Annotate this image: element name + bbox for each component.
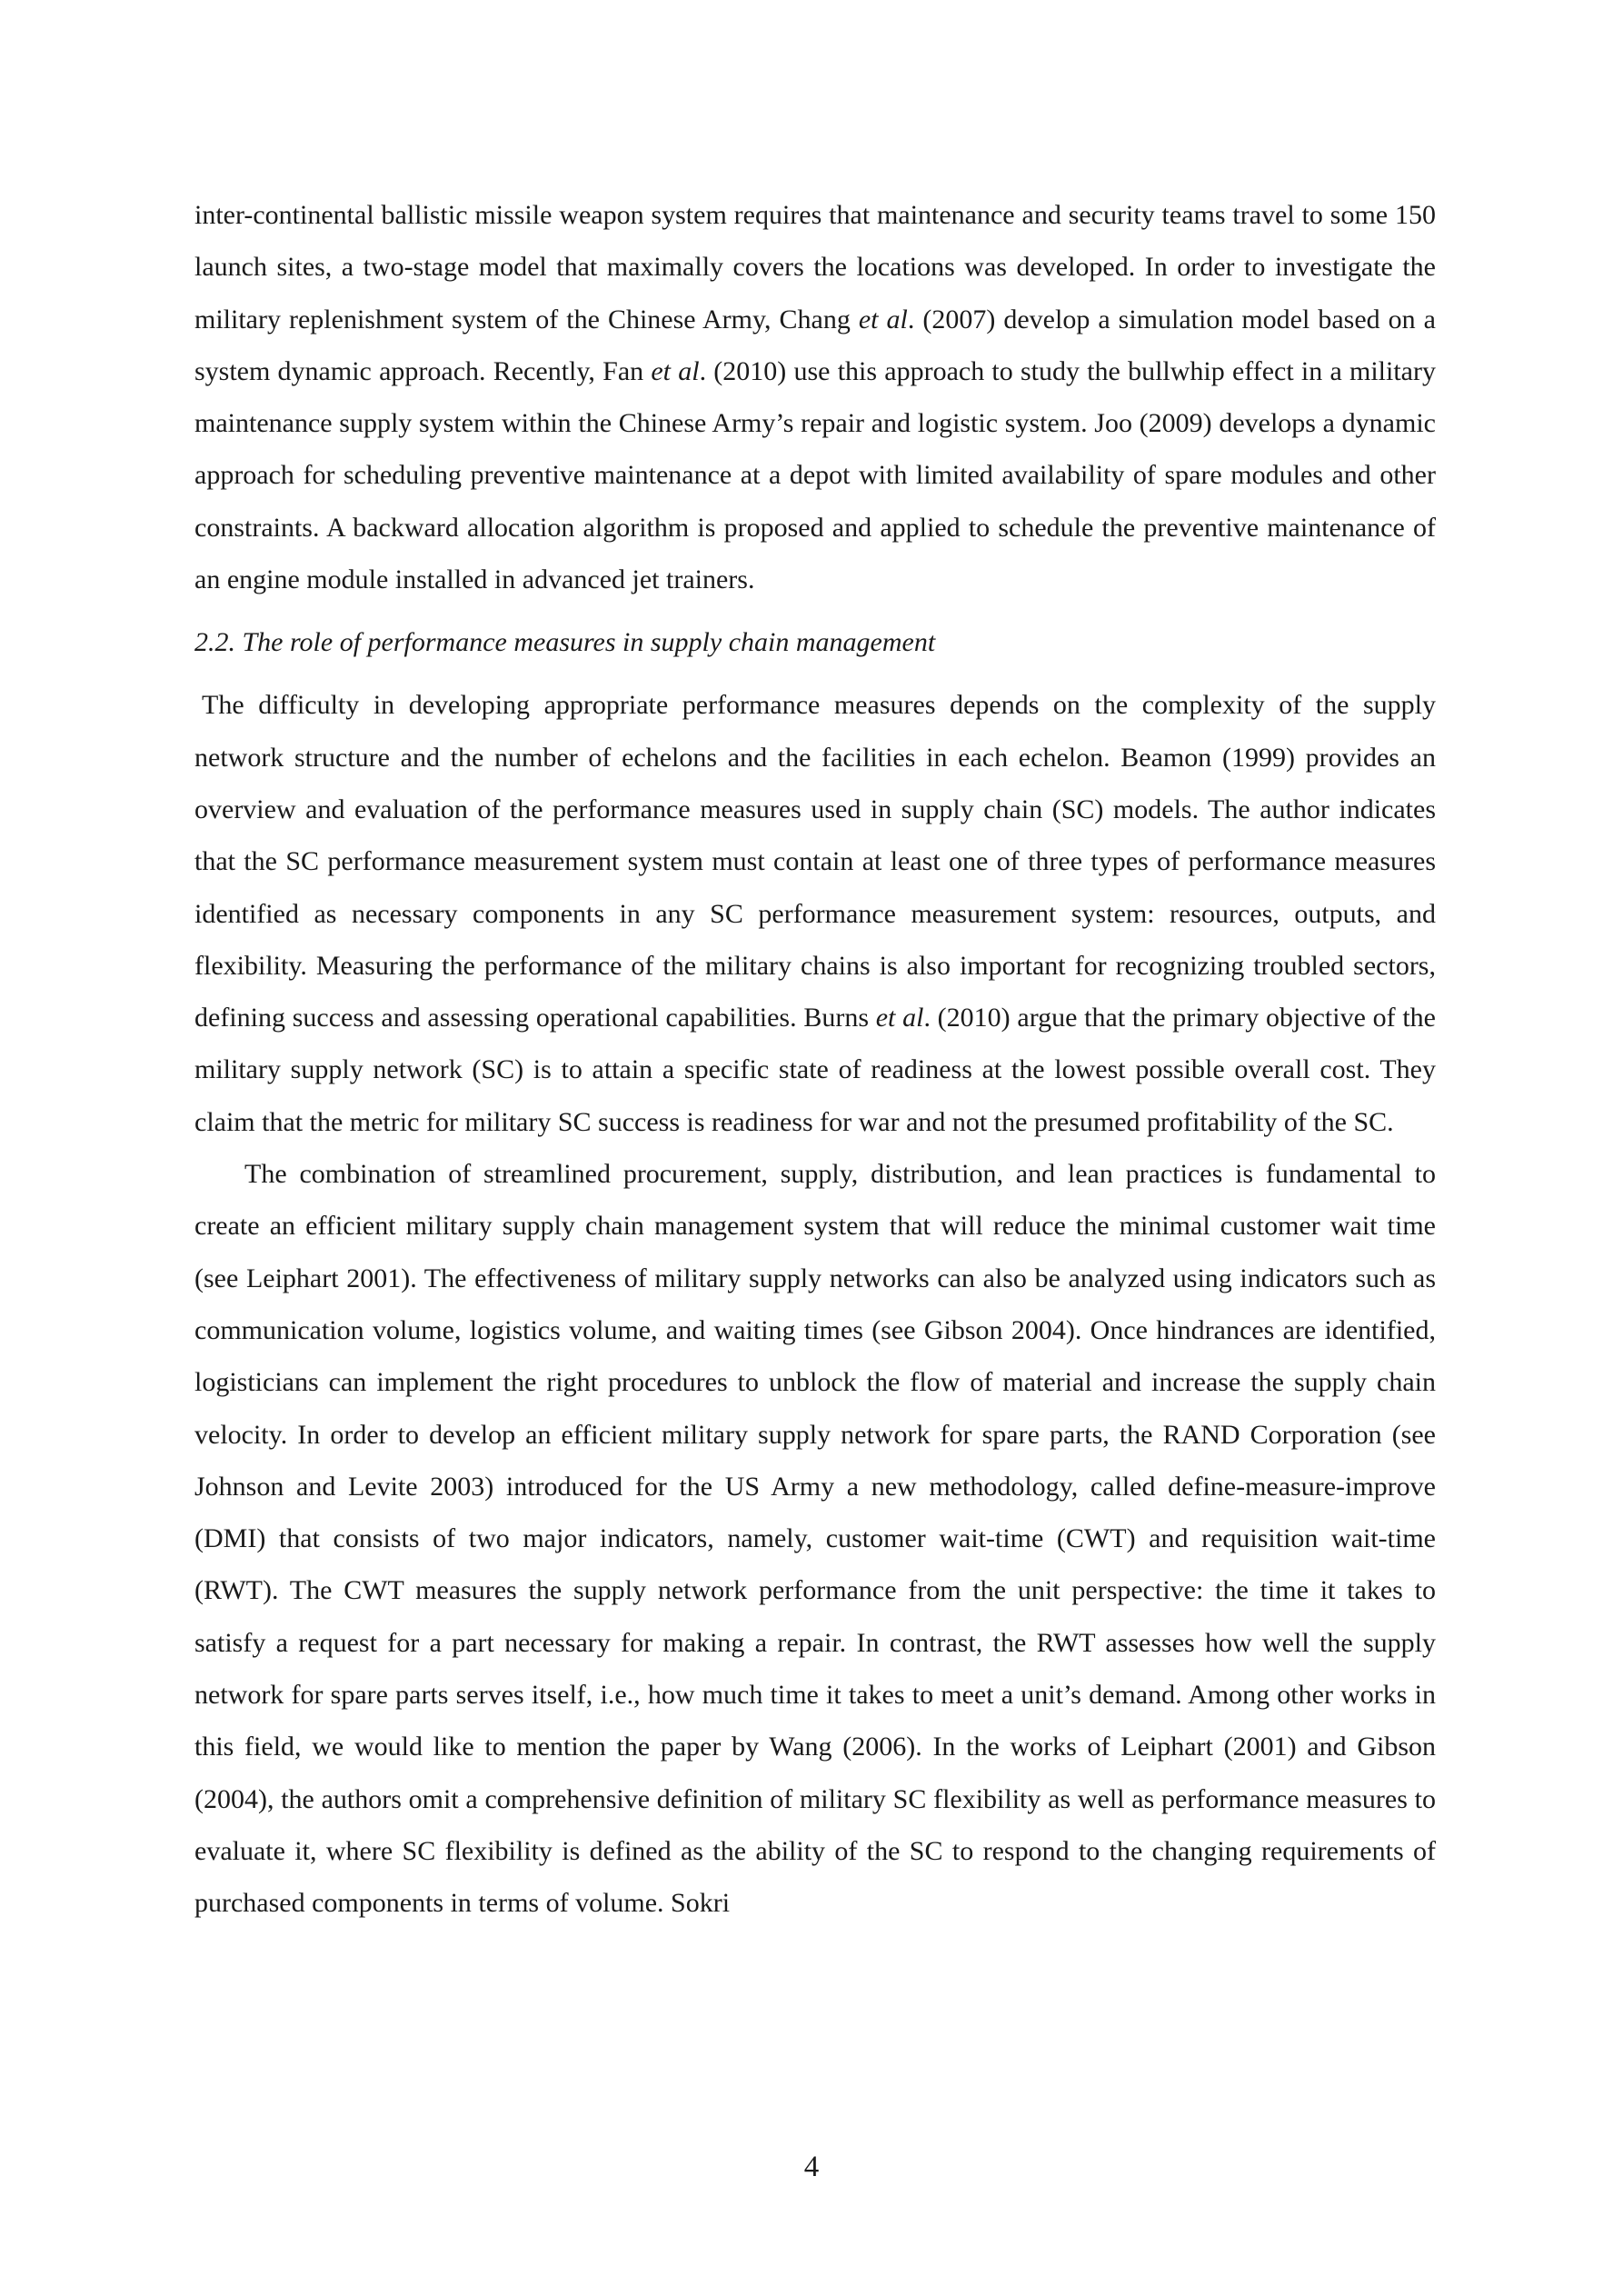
paragraph-1-text-c: . (2010) use this approach to study the bullwhip effect in a military maintenance supply system within the Chinese Army’s repair and logistic system. Joo (2009) develops a dynamic approach for scheduling preventive maintenance at a depot with limited availability of spare modules and other constraints. A backward allocation algorithm is proposed and applied to schedule the preventive maintenance of an engine module installed in advanced jet trainers. bbox=[194, 355, 1436, 595]
et-al-italic: et al bbox=[875, 1003, 924, 1033]
paragraph-1-text-b: . (2007) develop a simulation model based on a system dynamic approach. Recently, Fan bbox=[194, 304, 1436, 386]
paragraph-2 bbox=[194, 679, 1436, 1148]
paragraph-1-text-a: inter-continental ballistic missile weapon system requires that maintenance and security teams travel to some 150 launch sites, a two-stage model that maximally covers the locations was developed. In order to investigate the military replenishment system of the Chinese Army, Chang bbox=[194, 200, 1436, 334]
paragraph-1 bbox=[194, 189, 1436, 605]
page-body bbox=[194, 189, 1436, 1930]
paragraph-2-text-b: . (2010) argue that the primary objective of the military supply network (SC) is to attain a specific state of readiness at the lowest possible overall cost. They claim that the metric for military SC success is readiness for war and not the presumed profitability of the SC. bbox=[194, 1003, 1436, 1137]
et-al-italic: et al bbox=[858, 304, 908, 334]
paragraph-3: The combination of streamlined procurement, supply, distribution, and lean practices is fundamental to create an efficient military supply chain management system that will reduce the minimal customer wait time (see Leiphart 2001). The effectiveness of military supply networks can also be analyzed using indicators such as communication volume, logistics volume, and waiting times (see Gibson 2004). Once hindrances are identified, logisticians can implement the right procedures to unblock the flow of material and increase the supply chain velocity. In order to develop an efficient military supply network for spare parts, the RAND Corporation (see Johnson and Levite 2003) introduced for the US Army a new methodology, called define-measure-improve (DMI) that consists of two major indicators, namely, customer wait-time (CWT) and requisition wait-time (RWT). The CWT measures the supply network performance from the unit perspective: the time it takes to satisfy a request for a part necessary for making a repair. In contrast, the RWT assesses how well the supply network for spare parts serves itself, i.e., how much time it takes to meet a unit’s demand. Among other works in this field, we would like to mention the paper by Wang (2006). In the works of Leiphart (2001) and Gibson (2004), the authors omit a comprehensive definition of military SC flexibility as well as performance measures to evaluate it, where SC flexibility is defined as the ability of the SC to respond to the changing requirements of purchased components in terms of volume. Sokri bbox=[194, 1159, 1436, 1919]
section-heading: 2.2. The role of performance measures in supply chain management bbox=[194, 627, 936, 658]
page-number: 4 bbox=[803, 2151, 820, 2183]
paragraph-2-text-a: The difficulty in developing appropriate performance measures depends on the complexity of the supply network structure and the number of echelons and the facilities in each echelon. Beamon (1999) provides an overview and evaluation of the performance measures used in supply chain (SC) models. The author indicates that the SC performance measurement system must contain at least one of three types of performance measures identified as necessary components in any SC performance measurement system: resources, outputs, and flexibility. Measuring the performance of the military chains is also important for recognizing troubled sectors, defining success and assessing operational capabilities. Burns bbox=[194, 690, 1436, 1033]
et-al-italic: et al bbox=[651, 355, 700, 386]
